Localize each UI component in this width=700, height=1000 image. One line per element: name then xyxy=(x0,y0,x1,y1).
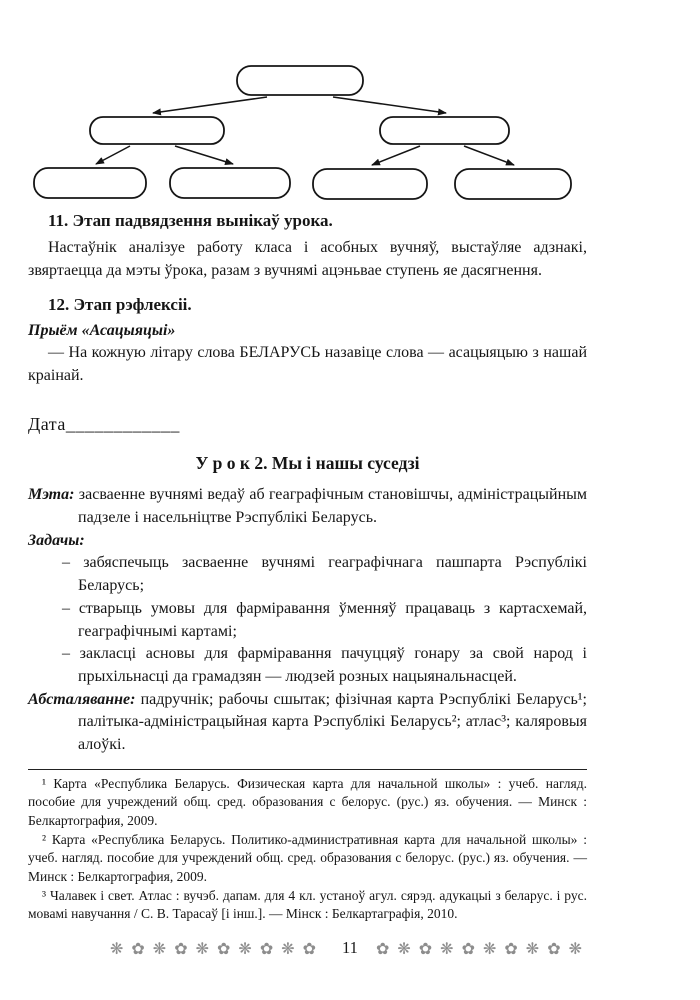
ornament-right: ✿❋✿❋✿❋✿❋✿❋ xyxy=(375,938,590,958)
flowchart-box-leaf-4 xyxy=(455,169,571,199)
flowchart-diagram xyxy=(0,0,700,210)
date-line xyxy=(28,412,587,438)
tasks-label-line xyxy=(28,530,587,553)
date-label: Дата xyxy=(28,413,66,434)
equipment-text: падручнік; рабочы сшытак; фізічная карта Рэспублікі Беларусь¹; палітыка-адміністрацыйная карта Рэспублікі Беларусь²; атлас³; каляровыя алоўкі. xyxy=(78,690,587,754)
flowchart-arrow xyxy=(153,97,267,113)
flowchart-box-branch-left xyxy=(90,117,224,144)
date-blank-line: ____________ xyxy=(65,413,180,434)
flowchart-box-root xyxy=(237,66,363,95)
meta-text: засваенне вучнямі ведаў аб геаграфічным становішчы, адміністрацыйным падзеле і насельніцтве Рэспублікі Беларусь. xyxy=(74,486,587,526)
flowchart-arrow xyxy=(333,97,446,113)
ornament-left: ❋✿❋✿❋✿❋✿❋✿ xyxy=(109,938,325,958)
flowchart-box-leaf-2 xyxy=(170,168,290,198)
stage-11-heading: 11. Этап падвядзення вынікаў урока. xyxy=(48,211,333,230)
lesson-equipment xyxy=(28,689,587,757)
stage-12-paragraph: — На кожную літару слова БЕЛАРУСЬ назавіце слова — асацыяцыю з нашай краінай. xyxy=(28,344,587,385)
flowchart-arrow xyxy=(372,146,420,165)
method-title: Прыём «Асацыяцыі» xyxy=(28,321,176,339)
page-content xyxy=(0,205,700,924)
task-item: – забяспечыць засваенне вучнямі геаграфічнага пашпарта Рэспублікі Беларусь; xyxy=(62,554,587,595)
lesson-meta xyxy=(28,484,587,529)
footnote-2: ² Карта «Республика Беларусь. Политико-административная карта для начальной школы» : учеб. нагляд. пособие для учреждений общ. сред. образования с белорус. (рус.) яз. обучения. — Минск : Белкартография, 2009. xyxy=(28,831,587,884)
flowchart-box-leaf-3 xyxy=(313,169,427,199)
footnote-separator xyxy=(28,769,587,770)
footnote-3: ³ Чалавек і свет. Атлас : вучэб. дапам. для 4 кл. устаноў агул. сярэд. адукацыі з беларус. і рус. мовамі навучання / С. В. Тарасаў [і інш.]. — Мінск : Белкартаграфія, 2010. xyxy=(28,887,587,922)
page-number: 11 xyxy=(342,938,358,957)
tasks-label: Задачы: xyxy=(28,531,85,549)
stage-12-heading: 12. Этап рэфлексіі. xyxy=(48,294,192,314)
flowchart-box-leaf-1 xyxy=(34,168,146,198)
flowchart-arrow xyxy=(96,146,130,164)
footnote-1: ¹ Карта «Республика Беларусь. Физическая карта для начальной школы» : учеб. нагляд. пособие для учреждений общ. сред. образования с белорус. (рус.) яз. обучения. — Минск : Белкартография, 2009. xyxy=(28,775,587,829)
meta-label: Мэта: xyxy=(28,486,75,504)
flowchart-arrow xyxy=(175,146,233,164)
flowchart-arrow xyxy=(464,146,514,165)
task-item: – стварыць умовы для фарміравання ўменняў працаваць з картасхемай, геаграфічнымі картамі; xyxy=(62,599,587,640)
page-footer xyxy=(0,938,700,958)
flowchart-box-branch-right xyxy=(380,117,509,144)
stage-11-paragraph: Настаўнік аналізуе работу класа і асобных вучняў, выстаўляе адзнакі, звяртаецца да мэты ўрока, разам з вучнямі ацэньвае ступень яе дасягнення. xyxy=(28,239,587,279)
lesson-title: У р о к 2. Мы і нашы суседзі xyxy=(195,453,420,474)
task-item: – закласці асновы для фарміравання пачуццяў гонару за свой народ і прыхільнасці да грамадзян — людзей розных нацыянальнасцей. xyxy=(62,645,587,685)
equipment-label: Абсталяванне: xyxy=(28,690,136,708)
